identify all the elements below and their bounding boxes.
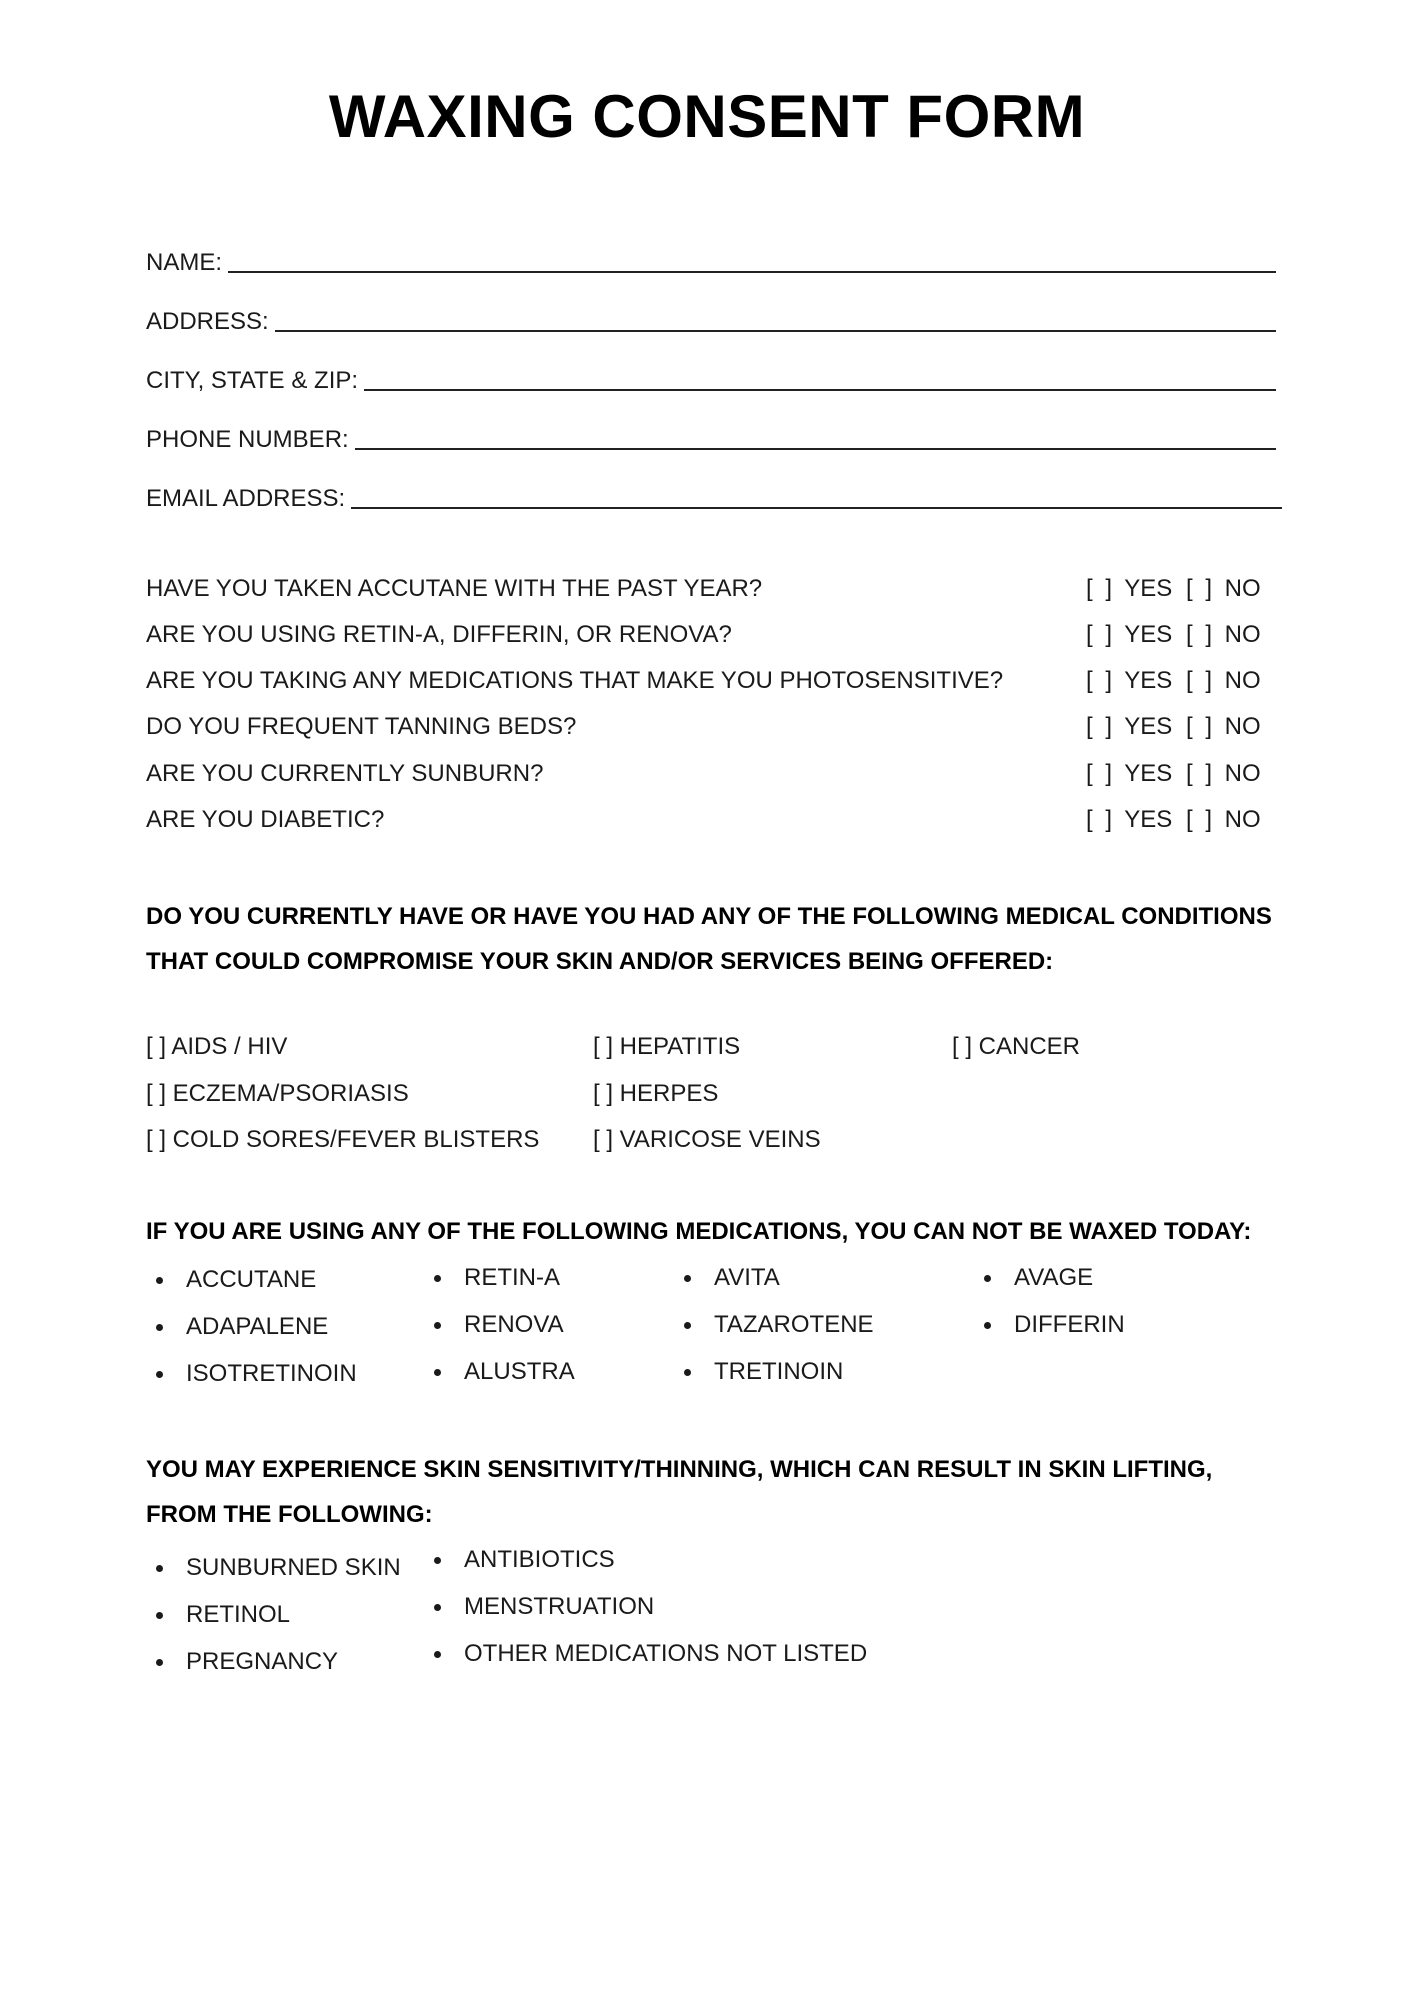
condition-checkbox-herpes[interactable]: [ ] HERPES (593, 1080, 719, 1107)
sensitivity-list (424, 1544, 867, 1685)
phone-number-field-label: PHONE NUMBER: (146, 426, 349, 453)
address-field[interactable] (146, 302, 1276, 336)
city-state-zip-field-line[interactable] (364, 367, 1276, 391)
list-item: RENOVA (424, 1309, 575, 1356)
yes-checkbox[interactable]: [ ] YES (1086, 713, 1173, 740)
email-address-field[interactable] (146, 479, 1282, 513)
question-text: DO YOU FREQUENT TANNING BEDS? (146, 713, 577, 740)
no-checkbox[interactable]: [ ] NO (1186, 760, 1261, 787)
list-item: MENSTRUATION (424, 1591, 867, 1638)
question-row (146, 573, 1266, 605)
no-checkbox[interactable]: [ ] NO (1186, 713, 1261, 740)
question-row (146, 758, 1266, 790)
condition-checkbox-cancer[interactable]: [ ] CANCER (952, 1033, 1081, 1060)
email-address-field-label: EMAIL ADDRESS: (146, 485, 346, 512)
list-item: RETIN-A (424, 1262, 575, 1309)
list-item: DIFFERIN (974, 1309, 1125, 1356)
phone-number-field-line[interactable] (355, 426, 1276, 450)
list-item: PREGNANCY (146, 1646, 401, 1693)
sensitivity-heading: YOU MAY EXPERIENCE SKIN SENSITIVITY/THINNING, WHICH CAN RESULT IN SKIN LIFTING, FROM THE FOLLOWING: (146, 1456, 1213, 1528)
yes-checkbox[interactable]: [ ] YES (1086, 575, 1173, 602)
conditions-heading: DO YOU CURRENTLY HAVE OR HAVE YOU HAD ANY OF THE FOLLOWING MEDICAL CONDITIONS THAT COULD COMPROMISE YOUR SKIN AND/OR SERVICES BEING OFFERED: (146, 903, 1272, 975)
no-checkbox[interactable]: [ ] NO (1186, 621, 1261, 648)
question-text: ARE YOU DIABETIC? (146, 806, 385, 833)
city-state-zip-field-label: CITY, STATE & ZIP: (146, 367, 359, 394)
name-field-line[interactable] (228, 249, 1276, 273)
address-field-line[interactable] (275, 308, 1276, 332)
address-field-label: ADDRESS: (146, 308, 269, 335)
yes-checkbox[interactable]: [ ] YES (1086, 806, 1173, 833)
question-text: ARE YOU CURRENTLY SUNBURN? (146, 760, 544, 787)
question-row (146, 804, 1266, 836)
list-item: ANTIBIOTICS (424, 1544, 867, 1591)
condition-checkbox-varicose-veins[interactable]: [ ] VARICOSE VEINS (593, 1126, 821, 1153)
medications-list (146, 1264, 357, 1405)
name-field[interactable] (146, 243, 1276, 277)
list-item: ALUSTRA (424, 1356, 575, 1403)
no-checkbox[interactable]: [ ] NO (1186, 806, 1261, 833)
condition-checkbox-aids-hiv[interactable]: [ ] AIDS / HIV (146, 1033, 288, 1060)
form-title: WAXING CONSENT FORM (328, 83, 1086, 150)
list-item: TAZAROTENE (674, 1309, 874, 1356)
yes-checkbox[interactable]: [ ] YES (1086, 667, 1173, 694)
no-checkbox[interactable]: [ ] NO (1186, 575, 1261, 602)
question-text: ARE YOU USING RETIN-A, DIFFERIN, OR RENOVA? (146, 621, 732, 648)
no-checkbox[interactable]: [ ] NO (1186, 667, 1261, 694)
list-item: AVITA (674, 1262, 874, 1309)
list-item: AVAGE (974, 1262, 1125, 1309)
yes-checkbox[interactable]: [ ] YES (1086, 621, 1173, 648)
phone-number-field[interactable] (146, 420, 1276, 454)
list-item: RETINOL (146, 1599, 401, 1646)
condition-checkbox-cold-sores[interactable]: [ ] COLD SORES/FEVER BLISTERS (146, 1126, 540, 1153)
yes-checkbox[interactable]: [ ] YES (1086, 760, 1173, 787)
city-state-zip-field[interactable] (146, 361, 1276, 395)
medications-heading: IF YOU ARE USING ANY OF THE FOLLOWING MEDICATIONS, YOU CAN NOT BE WAXED TODAY: (146, 1218, 1252, 1245)
list-item: ACCUTANE (146, 1264, 357, 1311)
condition-checkbox-hepatitis[interactable]: [ ] HEPATITIS (593, 1033, 741, 1060)
list-item: OTHER MEDICATIONS NOT LISTED (424, 1638, 867, 1685)
medications-list (674, 1262, 874, 1403)
medications-list (974, 1262, 1125, 1356)
list-item: TRETINOIN (674, 1356, 874, 1403)
question-row (146, 665, 1266, 697)
medications-list (424, 1262, 575, 1403)
email-address-field-line[interactable] (351, 485, 1282, 509)
sensitivity-list (146, 1552, 401, 1693)
condition-checkbox-eczema-psoriasis[interactable]: [ ] ECZEMA/PSORIASIS (146, 1080, 409, 1107)
question-text: ARE YOU TAKING ANY MEDICATIONS THAT MAKE YOU PHOTOSENSITIVE? (146, 667, 1004, 694)
list-item: ADAPALENE (146, 1311, 357, 1358)
question-row (146, 619, 1266, 651)
list-item: ISOTRETINOIN (146, 1358, 357, 1405)
name-field-label: NAME: (146, 249, 223, 276)
question-text: HAVE YOU TAKEN ACCUTANE WITH THE PAST YEAR? (146, 575, 763, 602)
question-row (146, 711, 1266, 743)
list-item: SUNBURNED SKIN (146, 1552, 401, 1599)
